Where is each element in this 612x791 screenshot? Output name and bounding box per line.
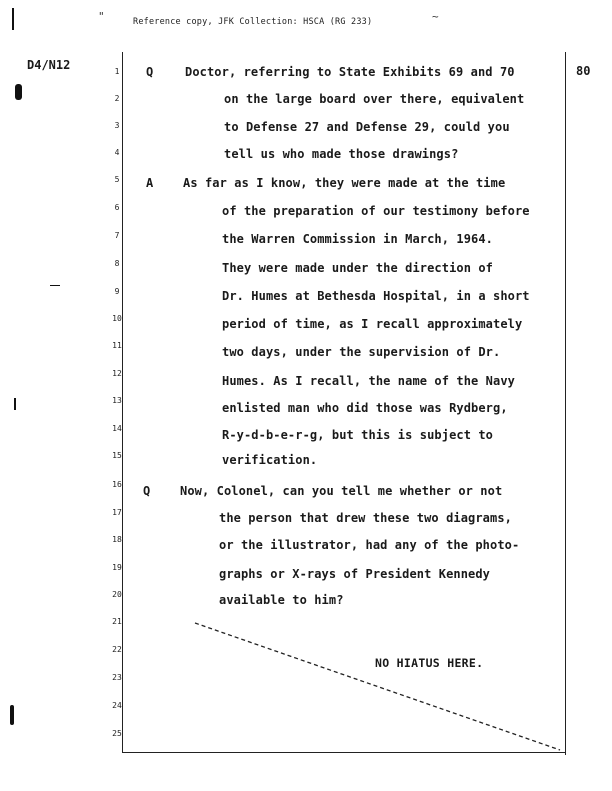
line-number: 1 [114, 67, 120, 76]
transcript-line: graphs or X-rays of President Kennedy [219, 567, 491, 581]
line-number: 7 [114, 231, 120, 240]
line-number: 9 [114, 287, 120, 296]
line-number: 8 [114, 259, 120, 268]
transcript-line: As far as I know, they were made at the time [183, 176, 506, 190]
line-number: 19 [112, 563, 122, 572]
line-number: 14 [112, 424, 122, 433]
page-number: 80 [576, 64, 591, 78]
line-number: 16 [112, 480, 122, 489]
transcript-line: Doctor, referring to State Exhibits 69 and 70 [185, 65, 515, 79]
header-mark-left: " [98, 10, 105, 23]
line-number: 4 [114, 148, 120, 157]
transcript-line: of the preparation of our testimony before [222, 204, 530, 218]
line-number: 23 [112, 673, 122, 682]
transcript-line: tell us who made those drawings? [224, 147, 459, 161]
transcript-line: two days, under the supervision of Dr. [222, 345, 501, 359]
line-number: 12 [112, 369, 122, 378]
line-number: 13 [112, 396, 122, 405]
line-number: 21 [112, 617, 122, 626]
speaker-label: A [146, 176, 154, 190]
transcript-line: verification. [222, 453, 318, 467]
line-number: 22 [112, 645, 122, 654]
transcript-line: the person that drew these two diagrams, [219, 511, 512, 525]
transcript-line: period of time, as I recall approximately [222, 317, 523, 331]
transcript-line: They were made under the direction of [222, 261, 494, 275]
line-number: 15 [112, 451, 122, 460]
line-number: 20 [112, 590, 122, 599]
line-number: 3 [114, 121, 120, 130]
transcript-line: available to him? [219, 593, 344, 607]
transcript-line: Dr. Humes at Bethesda Hospital, in a short [222, 289, 530, 303]
transcript-line: Humes. As I recall, the name of the Navy [222, 374, 515, 388]
line-number: 10 [112, 314, 122, 323]
line-number: 5 [114, 175, 120, 184]
header-mark-right: ~ [432, 10, 439, 23]
line-number: 11 [112, 341, 122, 350]
line-number: 17 [112, 508, 122, 517]
line-number: 2 [114, 94, 120, 103]
line-number: 6 [114, 203, 120, 212]
transcript-line: to Defense 27 and Defense 29, could you [224, 120, 510, 134]
reference-header: Reference copy, JFK Collection: HSCA (RG 233) [133, 17, 373, 27]
transcript-line: or the illustrator, had any of the photo- [219, 538, 520, 552]
line-number: 24 [112, 701, 122, 710]
speaker-label: Q [146, 65, 154, 79]
speaker-label: Q [143, 484, 151, 498]
page-id: D4/N12 [27, 58, 71, 72]
line-number: 25 [112, 729, 122, 738]
no-hiatus-note: NO HIATUS HERE. [375, 656, 484, 670]
transcript-line: Now, Colonel, can you tell me whether or not [180, 484, 503, 498]
transcript-line: enlisted man who did those was Rydberg, [222, 401, 508, 415]
transcript-line: the Warren Commission in March, 1964. [222, 232, 494, 246]
line-number: 18 [112, 535, 122, 544]
transcript-line: on the large board over there, equivalent [224, 92, 525, 106]
transcript-line: R-y-d-b-e-r-g, but this is subject to [222, 428, 494, 442]
